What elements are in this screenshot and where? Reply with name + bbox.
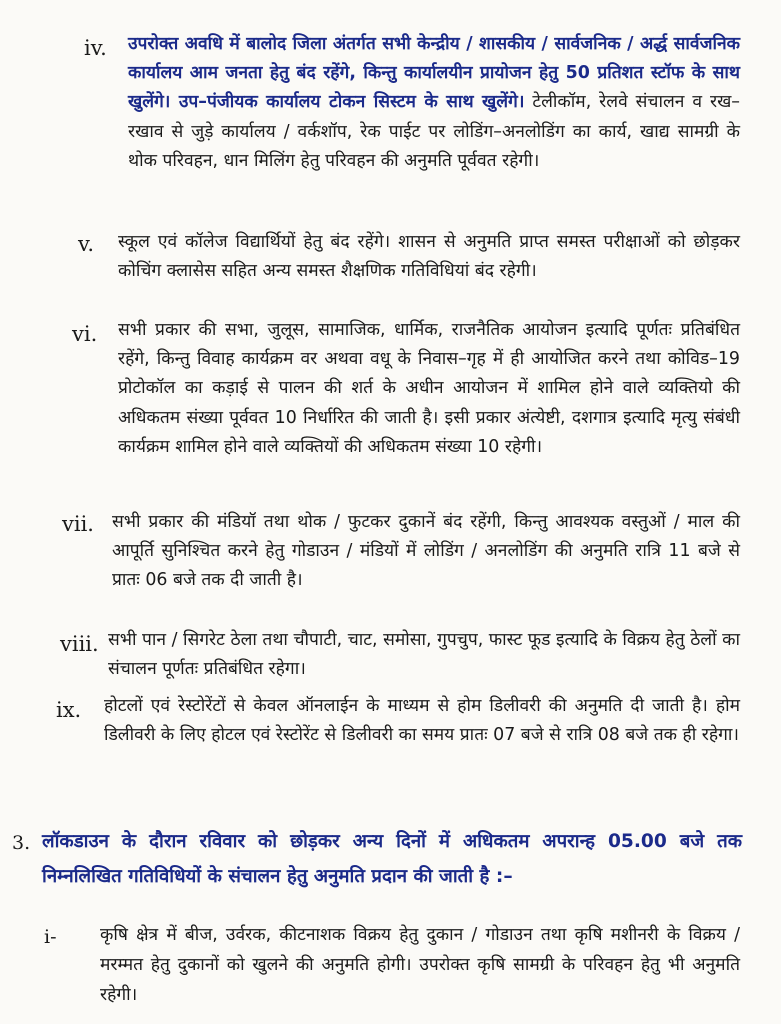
item-number: vi.: [72, 322, 98, 346]
sub-item-number: i-: [44, 926, 57, 948]
item-text-bold: उपरोक्त अवधि में बालोद जिला अंतर्गत सभी केन्द्रीय / शासकीय / सार्वजनिक / अर्द्ध सार्वजनिक कार्यालय आम जनता हेतु बंद रहेंगे, किन्तु कार्यालयीन प्रायोजन हेतु 50 प्रतिशत स्टॉफ के साथ खुलेंगे। उप–पंजीयक कार्यालय टोकन सिस्टम के साथ खुलेंगे।: [128, 34, 740, 113]
item-text-normal: टेलीकॉम, रेलवे संचालन व रख–रखाव से जुड़े कार्यालय / वर्कशॉप, रेक पाईट पर लोडिंग–अनलोडिंग का कार्य, खाद्य सामग्री के थोक परिवहन, धान मिलिंग हेतु परिवहन की अनुमति पूर्ववत रहेगी।: [128, 92, 741, 171]
section-number: 3.: [12, 832, 31, 854]
item-text: सभी प्रकार की मंडियॉ तथा थोक / फुटकर दुकानें बंद रहेंगी, किन्तु आवश्यक वस्तुओं / माल की आपूर्ति सुनिश्चित करने हेतु गोडाउन / मंडियों में लोडिंग / अनलोडिंग की अनुमति रात्रि 11 बजे से प्रातः 06 बजे तक दी जाती है।: [112, 512, 740, 591]
item-number: ix.: [56, 698, 82, 722]
item-text: सभी पान / सिगरेट ठेला तथा चौपाटी, चाट, समोसा, गुपचुप, फास्ट फूड इत्यादि के विक्रय हेतु ठेलों का संचालन पूर्णतः प्रतिबंधित रहेगा।: [108, 630, 740, 680]
item-text: होटलों एवं रेस्टोरेंटों से केवल ऑनलाईन के माध्यम से होम डिलीवरी की अनुमति दी जाती है। होम डिलीवरी के लिए होटल एवं रेस्टोरेंट से डिलीवरी का समय प्रातः 07 बजे से रात्रि 08 बजे तक ही रहेगा।: [104, 696, 740, 746]
item-text: सभी प्रकार की सभा, जुलूस, सामाजिक, धार्मिक, राजनैतिक आयोजन इत्यादि पूर्णतः प्रतिबंधित रहेंगे, किन्तु विवाह कार्यक्रम वर अथवा वधू के निवास–गृह में ही आयोजित करने तथा कोविड–19 प्रोटोकॉल का कड़ाई से पालन की शर्त के अधीन आयोजन में शामिल होने वाले व्यक्तियो की अधिकतम संख्या पूर्ववत 10 निर्धारित की जाती है। इसी प्रकार अंत्येष्टी, दशगात्र इत्यादि मृत्यु संबंधी कार्यक्रम शामिल होने वाले व्यक्तियों की अधिकतम संख्या 10 रहेगी।: [118, 320, 740, 457]
item-number: iv.: [84, 36, 107, 60]
item-text: स्कूल एवं कॉलेज विद्यार्थियों हेतु बंद रहेंगे। शासन से अनुमति प्राप्त समस्त परीक्षाओं को छोड़कर कोचिंग क्लासेस सहित अन्य समस्त शैक्षणिक गतिविधियां बंद रहेगी।: [118, 232, 740, 282]
item-text: [128, 30, 740, 176]
item-number: vii.: [62, 512, 94, 536]
section-text: लॉकडाउन के दौरान रविवार को छोड़कर अन्य दिनों में अधिकतम अपरान्ह 05.00 बजे तक निम्नलिखित गतिविधियों के संचालन हेतु अनुमति प्रदान की जाती है :–: [42, 831, 742, 887]
item-number: v.: [78, 232, 95, 256]
sub-item-text: कृषि क्षेत्र में बीज, उर्वरक, कीटनाशक विक्रय हेतु दुकान / गोडाउन तथा कृषि मशीनरी के विक्रय / मरम्मत हेतु दुकानों को खुलने की अनुमति होगी। उपरोक्त कृषि सामग्री के परिवहन हेतु भी अनुमति रहेगी।: [100, 925, 740, 1005]
item-number: viii.: [60, 632, 99, 656]
